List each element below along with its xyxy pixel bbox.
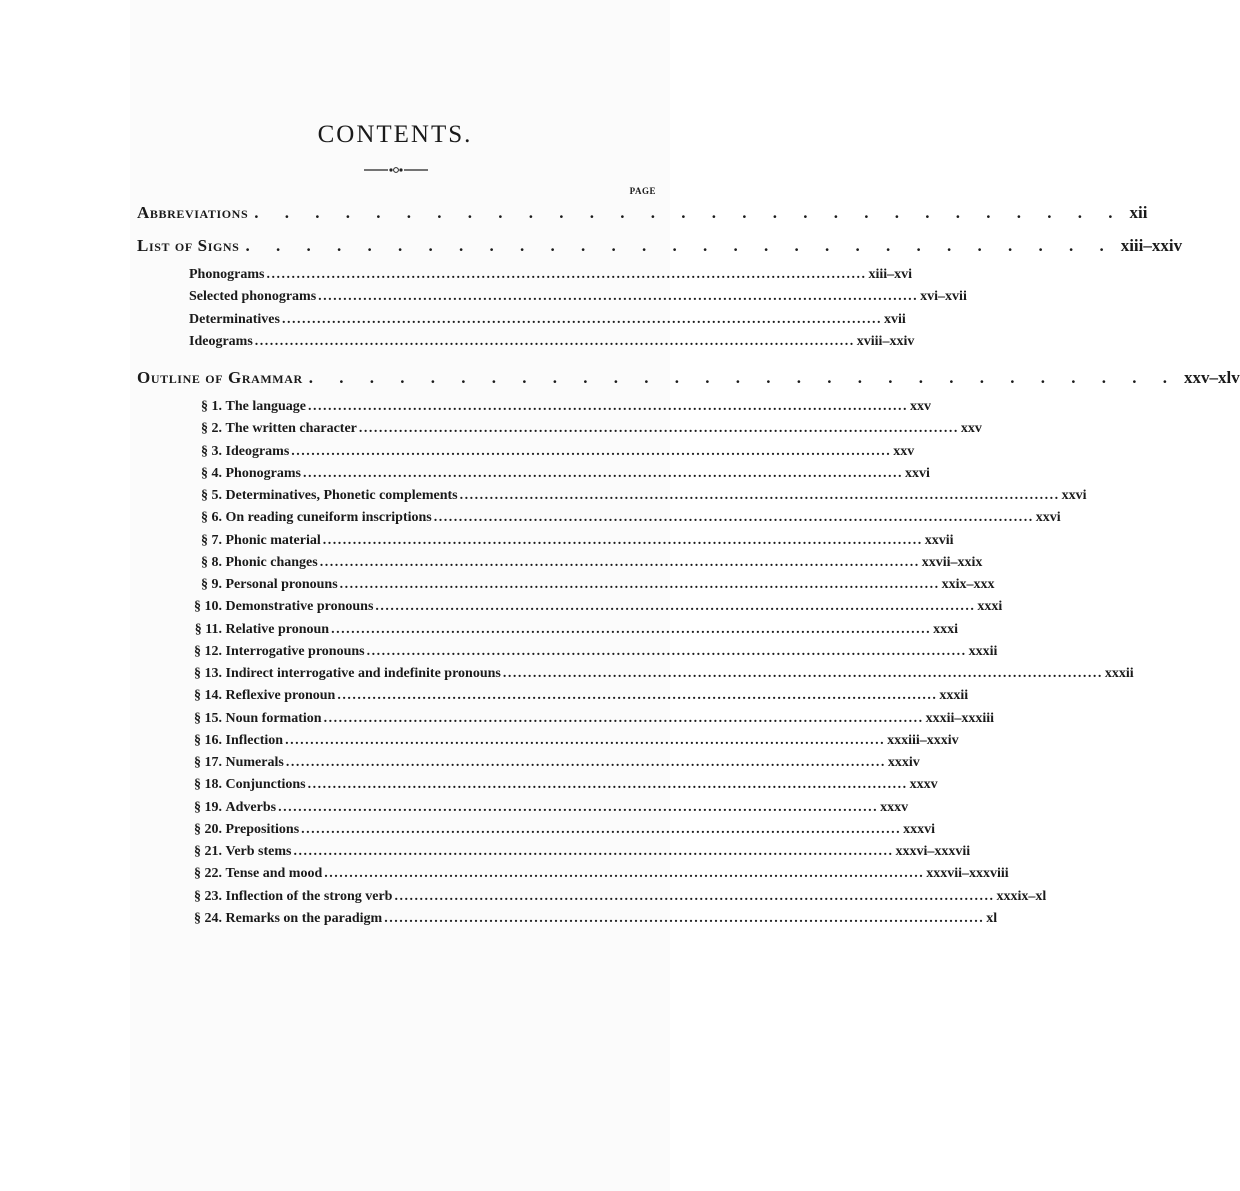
toc-subentry-pages: xxv	[893, 443, 915, 459]
section-number: § 2.	[201, 421, 222, 437]
toc-subentry-pages: xxxiii–xxxiv	[887, 732, 959, 748]
dot-leader: ........................................................................................................................	[293, 844, 894, 859]
dot-leader: ........................................................................................................................	[301, 821, 902, 837]
section-number: § 17.	[194, 755, 222, 770]
section-number: § 23.	[194, 888, 222, 904]
toc-subentry[interactable]	[189, 267, 913, 289]
toc-subentry[interactable]	[180, 621, 958, 644]
toc-subentry-title: Demonstrative pronouns	[225, 599, 374, 615]
dot-leader: ........................................................................................................................	[323, 710, 924, 726]
toc-subentry-label	[180, 599, 373, 615]
toc-subentry-pages: xxxii	[968, 643, 998, 659]
toc-subentry[interactable]	[180, 421, 982, 443]
toc-subentry[interactable]	[180, 755, 920, 777]
toc-subentry-pages: xviii–xxiv	[856, 333, 915, 349]
section-number: § 15.	[194, 710, 222, 726]
toc-subentry-label	[180, 889, 392, 905]
section-number: § 1.	[201, 399, 222, 414]
toc-subentry[interactable]	[180, 821, 936, 844]
toc-subentry[interactable]	[180, 866, 1009, 888]
toc-subentry-title: Verb stems	[225, 844, 292, 859]
toc-entry-label: List of Signs	[137, 236, 240, 255]
toc-subentry[interactable]	[180, 777, 938, 799]
dot-leader: . . . . . . . . . . . . . . . . . . . . . . . . . . . . .	[245, 236, 1115, 255]
dot-leader: ........................................................................................................................	[394, 888, 995, 904]
section-number: § 3.	[201, 443, 222, 459]
toc-subentry-label	[189, 334, 253, 350]
toc-subentry[interactable]	[189, 289, 967, 311]
toc-subentry-pages: xxvi	[1061, 488, 1087, 503]
section-number: § 7.	[201, 532, 222, 548]
toc-subentry-pages: xxxv	[909, 777, 938, 793]
toc-subentry-title: Numerals	[225, 755, 284, 770]
toc-subentry-title: Interrogative pronouns	[225, 643, 365, 659]
toc-subentry-label	[180, 666, 501, 682]
toc-subentry-pages: xvi–xvii	[920, 289, 967, 305]
toc-entry-label: Abbreviations	[137, 203, 249, 222]
toc-subentry-title: Selected phonograms	[189, 289, 317, 305]
dot-leader: ........................................................................................................................	[302, 465, 903, 481]
section-number: § 16.	[194, 732, 222, 748]
dot-leader: ........................................................................................................................	[254, 333, 855, 349]
page-title: CONTENTS.	[317, 120, 473, 148]
toc-subentry-label	[180, 555, 318, 571]
section-number: § 10.	[194, 599, 222, 615]
toc-subentry-label	[180, 800, 276, 816]
section-number: § 18.	[194, 777, 222, 793]
toc-subentry-pages: xxxix–xl	[996, 888, 1047, 904]
toc-subentry-title: Remarks on the paradigm	[225, 910, 383, 926]
toc-subentry-label	[189, 312, 280, 328]
toc-subentry[interactable]	[180, 399, 932, 421]
toc-subentry-title: Adverbs	[225, 799, 277, 815]
toc-subentry-pages: xxxv	[880, 799, 909, 815]
section-number: § 4.	[201, 465, 222, 481]
section-number: § 21.	[194, 844, 222, 859]
section-number: § 12.	[194, 643, 222, 659]
toc-subentry[interactable]	[180, 888, 1047, 911]
toc-subentry[interactable]	[180, 910, 998, 933]
section-number: § 20.	[194, 821, 222, 837]
toc-subentry-label	[180, 510, 432, 526]
toc-subentry-pages: xxxii	[1104, 666, 1134, 681]
toc-subentry[interactable]	[180, 710, 995, 733]
toc-subentry-pages: xxv	[910, 399, 932, 414]
toc-subentry-title: Inflection of the strong verb	[225, 888, 393, 904]
toc-subentry-title: Prepositions	[225, 821, 300, 837]
toc-subentry[interactable]	[189, 333, 915, 356]
section-number: § 22.	[194, 866, 222, 882]
toc-subentry-pages: xxxi	[977, 599, 1003, 615]
toc-subentry-pages: xxvi	[904, 465, 930, 481]
toc-entry-abbreviations[interactable]	[137, 203, 1148, 223]
toc-entry-label: Outline of Grammar	[137, 368, 303, 387]
toc-entry-pages: xxv–xlv	[1184, 368, 1240, 387]
toc-subentry-pages: xxix–xxx	[941, 577, 995, 592]
toc-subentry-title: Ideograms	[189, 333, 253, 349]
dot-leader: ........................................................................................................................	[433, 510, 1034, 526]
dot-leader: . . . . . . . . . . . . . . . . . . . . . . . . . . . . .	[308, 368, 1178, 387]
toc-subentry-label	[180, 444, 289, 460]
dot-leader: ........................................................................................................................	[366, 643, 967, 659]
dot-leader: ........................................................................................................................	[319, 554, 920, 570]
toc-subentry[interactable]	[180, 599, 1003, 621]
dot-leader: ........................................................................................................................	[266, 267, 867, 282]
toc-subentry-label	[180, 844, 291, 860]
toc-subentry[interactable]	[180, 577, 995, 599]
section-number: § 6.	[201, 510, 222, 526]
toc-subentry-label	[180, 421, 357, 437]
section-number: § 11.	[194, 621, 222, 637]
toc-subentry[interactable]	[180, 510, 1061, 532]
toc-subentry-label	[180, 466, 301, 482]
toc-subentry-pages: xxv	[960, 421, 982, 437]
toc-subentry-label	[180, 755, 284, 771]
section-number: § 8.	[201, 554, 222, 570]
dot-leader: ........................................................................................................................	[322, 532, 923, 548]
toc-subentry-pages: xxxii	[939, 688, 969, 704]
dot-leader: ........................................................................................................................	[278, 799, 879, 815]
dot-leader: ........................................................................................................................	[324, 866, 925, 882]
toc-subentry[interactable]	[180, 532, 954, 555]
toc-subentry[interactable]	[180, 443, 915, 466]
dot-leader: ........................................................................................................................	[358, 421, 959, 437]
toc-subentry[interactable]	[180, 488, 1087, 510]
section-number: § 9.	[201, 577, 222, 592]
toc-subentry-label	[180, 577, 338, 593]
toc-subentry-title: Determinatives	[189, 311, 280, 327]
toc-subentry-label	[189, 289, 316, 305]
page-column-label: PAGE	[629, 186, 656, 196]
toc-subentry-title: Phonograms	[189, 267, 265, 282]
toc-subentry-pages: xxxii–xxxiii	[925, 710, 995, 726]
toc-subentry[interactable]	[180, 688, 969, 710]
toc-entry-outline-of-grammar[interactable]	[137, 368, 1240, 388]
toc-subentry-pages: xiii–xvi	[868, 267, 913, 282]
toc-entry-pages: xiii–xxiv	[1120, 236, 1183, 255]
toc-subentry-label	[180, 622, 329, 638]
toc-subentry-title: Tense and mood	[225, 866, 323, 882]
toc-subentry-pages: xxxiv	[887, 755, 920, 770]
toc-subentry-label	[180, 733, 283, 749]
toc-subentry-pages: xxxvi	[903, 821, 936, 837]
toc-subentry-pages: xxxvii–xxxviii	[926, 866, 1009, 882]
toc-subentry[interactable]	[180, 643, 998, 666]
dot-leader: ........................................................................................................................	[318, 289, 919, 305]
dot-leader: ........................................................................................................................	[285, 732, 886, 748]
toc-subentry-label	[180, 866, 322, 882]
toc-subentry-pages: xxvii	[924, 532, 954, 548]
dot-leader: . . . . . . . . . . . . . . . . . . . . . . . . . . . . .	[254, 203, 1124, 222]
toc-subentry-title: Noun formation	[225, 710, 322, 726]
toc-subentry-label	[180, 488, 458, 504]
toc-subentry[interactable]	[180, 844, 971, 866]
toc-subentry-title: Inflection	[225, 732, 284, 748]
toc-subentry[interactable]	[189, 311, 906, 334]
toc-subentry-pages: xl	[986, 910, 998, 926]
toc-subentry[interactable]	[180, 799, 909, 822]
ornament-divider	[364, 165, 428, 175]
toc-entry-list-of-signs[interactable]	[137, 236, 1183, 256]
toc-subentry-title: Phonic material	[225, 532, 321, 548]
toc-subentry[interactable]	[180, 666, 1134, 688]
toc-subentry-title: Conjunctions	[225, 777, 306, 793]
dot-leader: ........................................................................................................................	[459, 488, 1060, 503]
dot-leader: ........................................................................................................................	[281, 311, 882, 327]
dot-leader: ........................................................................................................................	[285, 755, 886, 770]
section-number: § 14.	[194, 688, 222, 704]
dot-leader: ........................................................................................................................	[502, 666, 1103, 681]
toc-subentry-title: Personal pronouns	[225, 577, 338, 592]
toc-subentry[interactable]	[180, 732, 959, 755]
toc-subentry-title: Ideograms	[225, 443, 290, 459]
toc-subentry-label	[189, 267, 264, 283]
toc-subentry-title: Indirect interrogative and indefinite pronouns	[225, 666, 501, 681]
toc-subentry-title: Determinatives, Phonetic complements	[225, 488, 458, 503]
section-number: § 19.	[194, 799, 222, 815]
section-number: § 5.	[201, 488, 222, 503]
toc-subentry-label	[180, 911, 382, 927]
toc-subentry-label	[180, 688, 335, 704]
dot-leader: ........................................................................................................................	[291, 443, 892, 459]
toc-subentry-label	[180, 711, 322, 727]
toc-subentry-label	[180, 399, 306, 415]
toc-subentry-title: Phonic changes	[225, 554, 318, 570]
section-number: § 24.	[194, 910, 222, 926]
toc-subentry-pages: xvii	[883, 311, 906, 327]
dot-leader: ........................................................................................................................	[339, 577, 940, 592]
dot-leader: ........................................................................................................................	[331, 621, 932, 637]
dot-leader: ........................................................................................................................	[375, 599, 976, 615]
dot-leader: ........................................................................................................................	[384, 910, 985, 926]
toc-subentry-title: Relative pronoun	[225, 621, 330, 637]
toc-subentry-pages: xxvi	[1035, 510, 1061, 526]
toc-subentry-title: Phonograms	[225, 465, 301, 481]
section-number: § 13.	[194, 666, 222, 681]
dot-leader: ........................................................................................................................	[337, 688, 938, 704]
dot-leader: ........................................................................................................................	[307, 777, 908, 793]
toc-subentry-label	[180, 777, 306, 793]
toc-subentry-title: The language	[225, 399, 307, 414]
toc-subentry-label	[180, 533, 321, 549]
toc-entry-pages: xii	[1129, 203, 1148, 222]
toc-subentry-pages: xxxi	[933, 621, 958, 637]
toc-subentry-label	[180, 644, 365, 660]
toc-subentry[interactable]	[180, 554, 983, 577]
toc-subentry-title: The written character	[225, 421, 357, 437]
toc-subentry-pages: xxvii–xxix	[921, 554, 983, 570]
toc-subentry-label	[180, 822, 299, 838]
toc-subentry-title: Reflexive pronoun	[225, 688, 336, 704]
toc-subentry-title: On reading cuneiform inscriptions	[225, 510, 432, 526]
dot-leader: ........................................................................................................................	[308, 399, 909, 414]
toc-subentry[interactable]	[180, 465, 930, 488]
toc-subentry-pages: xxxvi–xxxvii	[895, 844, 971, 859]
